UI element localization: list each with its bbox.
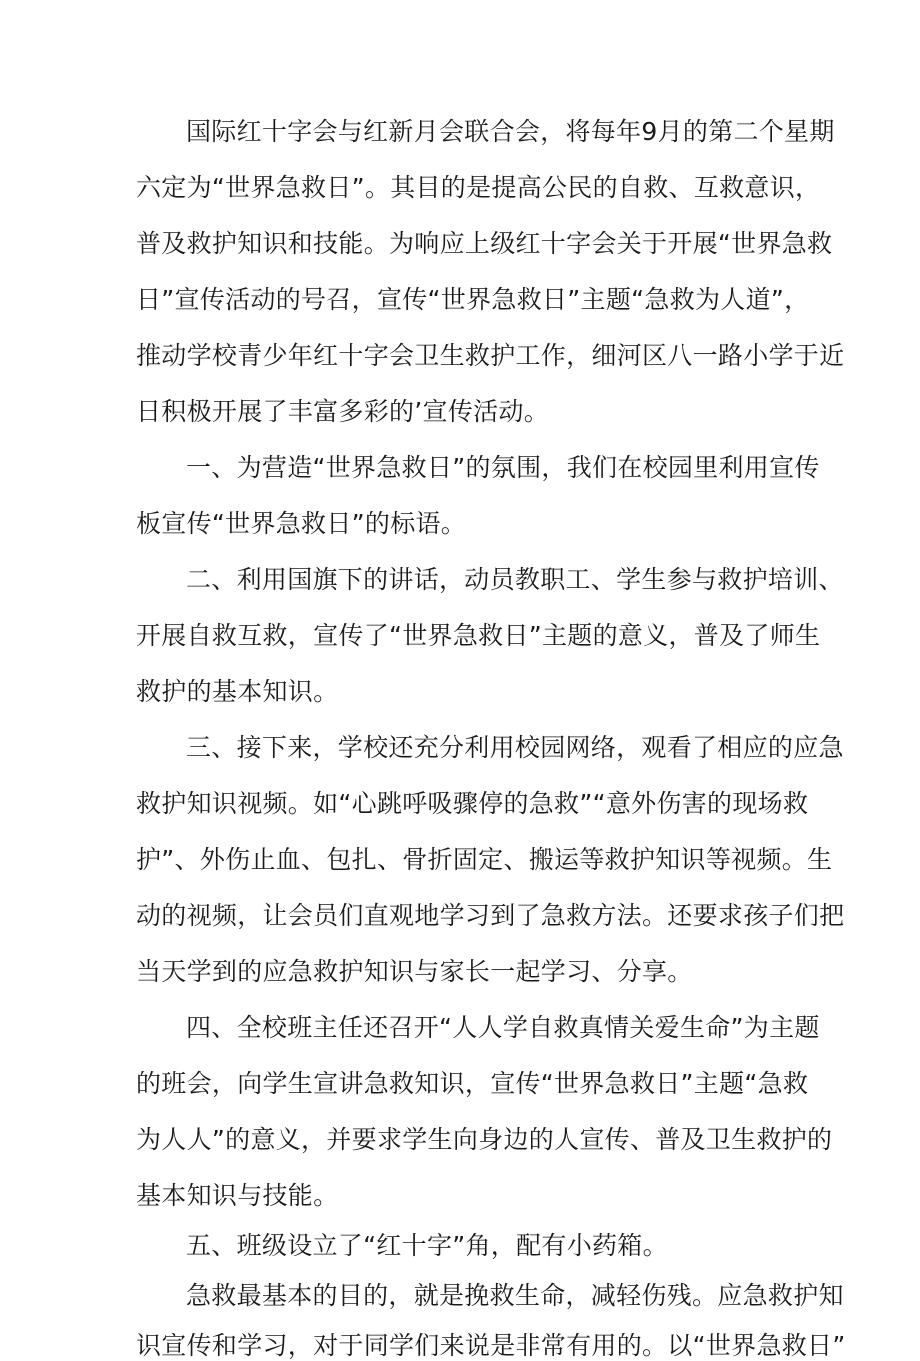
text-line: 四、全校班主任还召开“人人学自救真情关爱生命”为主题 [186, 1013, 820, 1042]
text-line: 五、班级设立了“红十字”角，配有小药箱。 [186, 1231, 668, 1260]
text-line: 板宣传“世界急救日”的标语。 [136, 509, 467, 538]
text-line: 推动学校青少年红十字会卫生救护工作，细河区八一路小学于近 [136, 341, 845, 370]
text-line: 日积极开展了丰富多彩的’宣传活动。 [136, 397, 550, 426]
text-line: 开展自救互救，宣传了“世界急救日”主题的意义，普及了师生 [136, 621, 821, 650]
text-line: 国际红十字会与红新月会联合会，将每年9月的第二个星期 [186, 117, 835, 146]
text-line: 识宣传和学习，对于同学们来说是非常有用的。以“世界急救日” [136, 1331, 846, 1360]
text-line: 三、接下来，学校还充分利用校园网络，观看了相应的应急 [186, 733, 844, 762]
text-line: 救护知识视频。如“心跳呼吸骤停的急救”“意外伤害的现场救 [136, 789, 809, 818]
text-line: 日”宣传活动的号召，宣传“世界急救日”主题“急救为人道”， [136, 285, 810, 314]
text-line: 基本知识与技能。 [136, 1181, 339, 1210]
text-line: 的班会，向学生宣讲急救知识，宣传“世界急救日”主题“急救 [136, 1069, 809, 1098]
text-line: 普及救护知识和技能。为响应上级红十字会关于开展“世界急救 [136, 229, 833, 258]
text-line: 动的视频，让会员们直观地学习到了急救方法。还要求孩子们把 [136, 901, 845, 930]
text-line: 护”、外伤止血、包扎、骨折固定、搬运等救护知识等视频。生 [136, 845, 833, 874]
text-line: 急救最基本的目的，就是挽救生命，减轻伤残。应急救护知 [186, 1281, 844, 1310]
text-line: 二、利用国旗下的讲话，动员教职工、学生参与救护培训、 [186, 565, 844, 594]
text-line: 六定为“世界急救日”。其目的是提高公民的自救、互救意识， [136, 173, 821, 202]
text-line: 为人人”的意义，并要求学生向身边的人宣传、普及卫生救护的 [136, 1125, 833, 1154]
text-line: 一、为营造“世界急救日”的氛围，我们在校园里利用宣传 [186, 453, 820, 482]
text-line: 当天学到的应急救护知识与家长一起学习、分享。 [136, 957, 693, 986]
text-line: 救护的基本知识。 [136, 677, 339, 706]
